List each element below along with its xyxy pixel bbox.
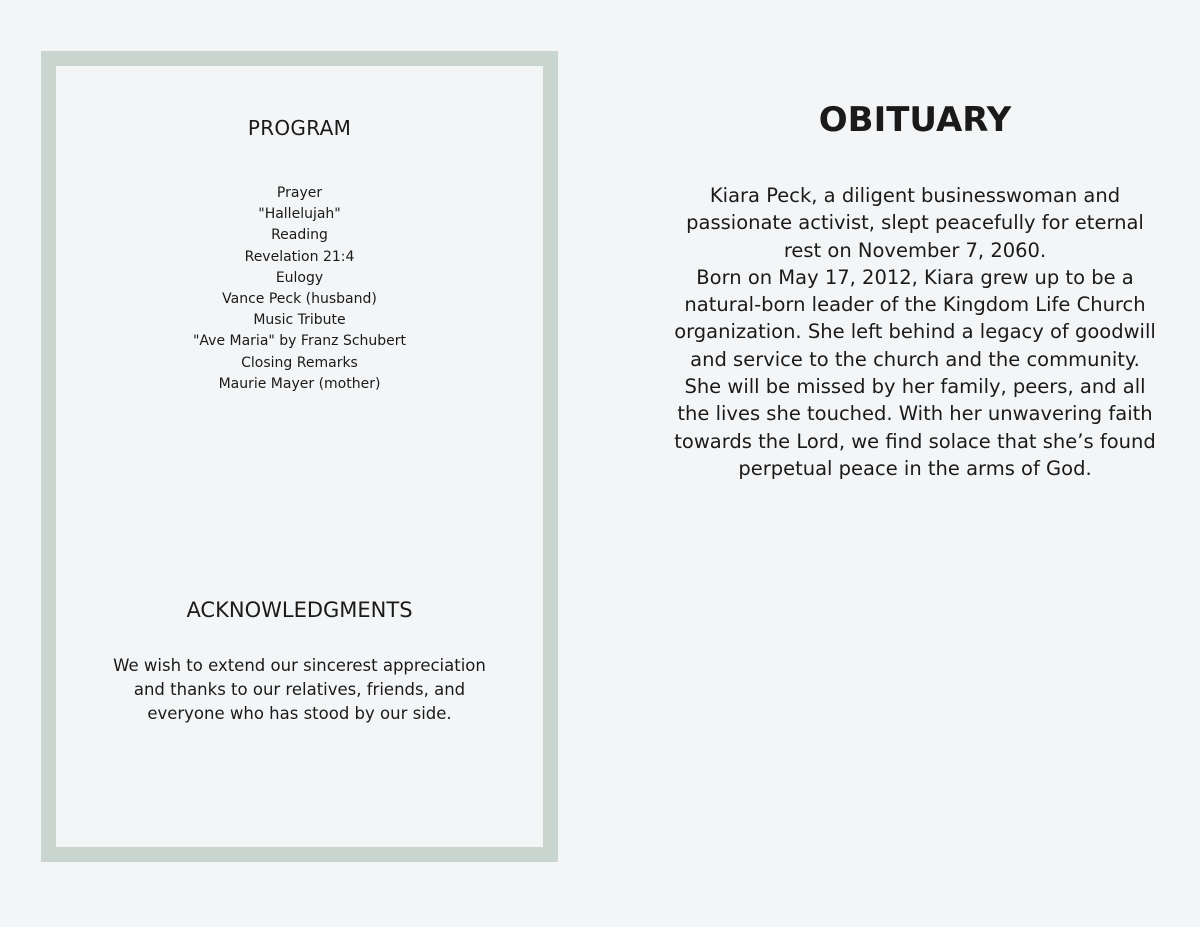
obituary-line: perpetual peace in the arms of God.: [738, 456, 1092, 480]
acknowledgments-text: [41, 654, 558, 726]
program-title: PROGRAM: [247, 116, 352, 140]
obituary-line: the lives she touched. With her unwavering faith: [677, 402, 1153, 426]
acknowledgments-line: and thanks to our relatives, friends, and: [133, 680, 466, 699]
program-item: Music Tribute: [253, 312, 346, 329]
obituary-line: towards the Lord, we find solace that she’s found: [674, 429, 1156, 453]
program-item: "Hallelujah": [258, 206, 341, 223]
obituary-line: passionate activist, slept peacefully for eternal: [686, 211, 1144, 235]
program-item: "Ave Maria" by Franz Schubert: [192, 333, 407, 350]
program-list: [41, 183, 558, 395]
obituary-text: [660, 182, 1170, 482]
acknowledgments-line: everyone who has stood by our side.: [147, 704, 452, 723]
program-item: Closing Remarks: [241, 354, 358, 371]
obituary-line: She will be missed by her family, peers, and all: [684, 375, 1146, 399]
program-item: Revelation 21:4: [244, 248, 355, 265]
obituary-title: OBITUARY: [818, 100, 1012, 140]
obituary-line: natural-born leader of the Kingdom Life Church: [684, 293, 1146, 317]
program-item: Prayer: [276, 185, 323, 201]
acknowledgments-line: We wish to extend our sincerest appreciation: [113, 656, 486, 675]
obituary-line: Born on May 17, 2012, Kiara grew up to be a: [696, 265, 1134, 289]
program-item: Vance Peck (husband): [222, 291, 377, 308]
program-panel: [41, 0, 558, 927]
acknowledgments-title: ACKNOWLEDGMENTS: [186, 598, 413, 622]
program-item: Eulogy: [275, 269, 324, 286]
program-item: Maurie Mayer (mother): [218, 375, 381, 392]
obituary-line: rest on November 7, 2060.: [783, 238, 1047, 262]
program-item: Reading: [271, 227, 328, 244]
obituary-line: and service to the church and the community.: [690, 347, 1140, 371]
obituary-line: organization. She left behind a legacy of goodwill: [674, 320, 1156, 344]
obituary-line: Kiara Peck, a diligent businesswoman and: [709, 184, 1121, 207]
